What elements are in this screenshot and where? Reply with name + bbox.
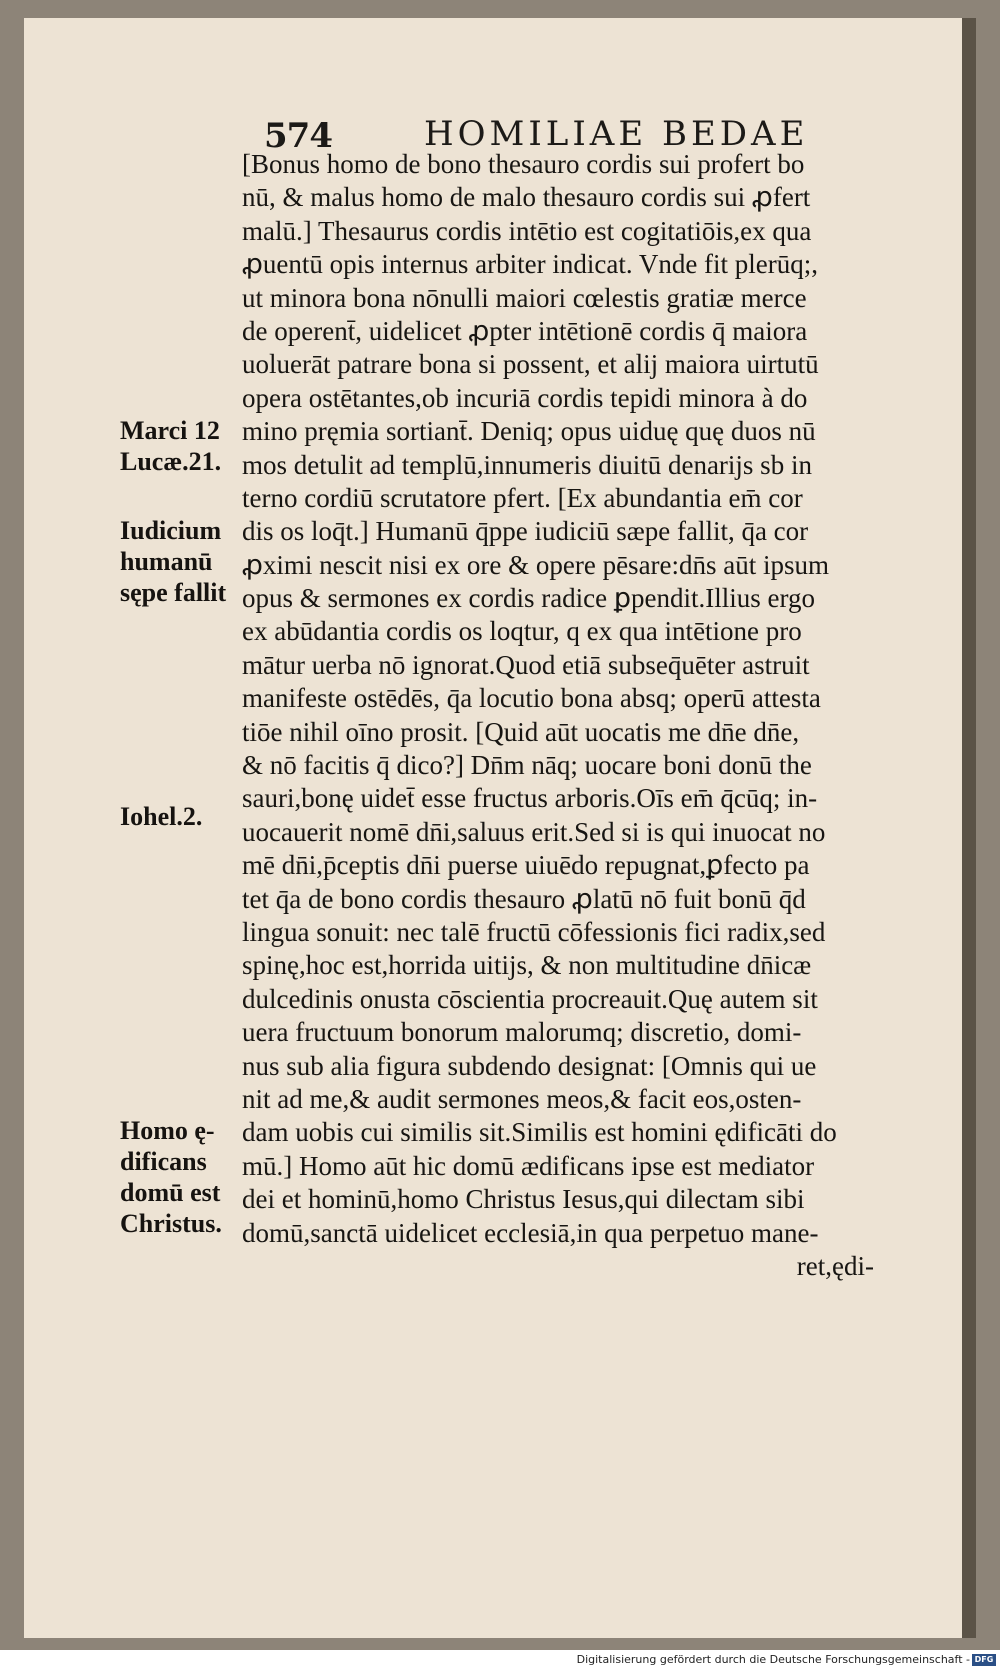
book-page (24, 18, 976, 1638)
text-line: de operent̄, uidelicet ꝓpter intētionē cordis q̄ maiora (242, 315, 808, 346)
text-line: [Bonus homo de bono thesauro cordis sui profert bo (242, 149, 805, 179)
marginal-note-line: dificans (120, 1147, 207, 1176)
page-number: 574 (264, 116, 332, 156)
text-line: ꝓximi nescit nisi ex ore & opere pēsare:dn̄s aūt ipsum (242, 549, 830, 580)
marginal-note-iudicium (120, 515, 252, 608)
marginal-note-line: sępe fallit (120, 578, 227, 607)
text-line: terno cordiū scrutatore pfert. [Ex abundantia em̄ cor (242, 482, 803, 513)
text-line: mū.] Homo aūt hic domū ædificans ipse est mediator (242, 1150, 815, 1181)
marginal-note-line: Iohel.2. (120, 802, 203, 831)
digitization-footer (0, 1652, 1000, 1668)
text-line: & nō facitis q̄ dico?] Dn̄m nāq; uocare boni donū the (242, 750, 812, 781)
text-line: sauri,bonę uidet̄ esse fructus arboris.Oīs em̄ q̄cūq; in- (242, 783, 818, 814)
text-line: uocauerit nomē dn̄i,saluus erit.Sed si is qui inuocat no (242, 816, 826, 847)
text-line: mino pręmia sortiant̄. Deniq; opus uiduę quę duos nū (242, 416, 816, 447)
text-line: nus sub alia figura subdendo designat: [Omnis qui ue (242, 1050, 817, 1081)
text-line: opera ostētantes,ob incuriā cordis tepidi minora à do (242, 382, 808, 413)
text-line: lingua sonuit: nec talē fructū cōfessionis fici radix,sed (242, 916, 826, 947)
text-line: opus & sermones ex cordis radice ꝑpendit.Illius ergo (242, 583, 816, 614)
dfg-logo: DFG (972, 1654, 996, 1666)
text-line: nū, & malus homo de malo thesauro cordis sui ꝓfert (242, 182, 811, 213)
text-line: ꝓuentū opis internus arbiter indicat. Vnde fit plerūq;, (242, 249, 819, 280)
text-line: mātur uerba nō ignorat.Quod etiā subseq̄uēter astruit (242, 649, 810, 680)
marginal-note-line: Lucæ.21. (120, 447, 222, 476)
text-line: uoluerāt patrare bona si possent, et alij maiora uirtutū (242, 349, 819, 380)
marginal-note-iohel (120, 801, 252, 832)
marginal-note-line: Christus. (120, 1209, 222, 1238)
marginal-note-line: Marci 12 (120, 416, 220, 445)
text-line: dulcedinis onusta cōscientia procreauit.Quę autem sit (242, 983, 818, 1014)
marginal-note-line: domū est (120, 1178, 221, 1207)
marginal-note-homo-aedificans (120, 1115, 252, 1239)
marginal-note-line: humanū (120, 547, 213, 576)
text-line: nit ad me,& audit sermones meos,& facit eos,osten- (242, 1083, 802, 1114)
text-line: mos detulit ad templū,innumeris diuitū denarijs sb in (242, 449, 812, 480)
text-line: dei et hominū,homo Christus Iesus,qui dilectam sibi (242, 1184, 805, 1215)
running-title: HOMILIAE BEDAE (424, 114, 809, 154)
text-line: dam uobis cui similis sit.Similis est homini ędificāti do (242, 1117, 837, 1148)
text-line: manifeste ostēdēs, q̄a locutio bona absq; operū attesta (242, 683, 821, 714)
body-text (242, 148, 882, 1283)
text-line: domū,sanctā uidelicet ecclesiā,in qua perpetuo mane- (242, 1217, 819, 1248)
text-line: spinę,hoc est,horrida uitijs, & non multitudine dn̄icæ (242, 950, 812, 981)
text-line: ret,ędi- (796, 1250, 874, 1281)
marginal-note-line: Iudicium (120, 516, 222, 545)
marginal-note-marci-lucae (120, 415, 252, 477)
text-line: mē dn̄i,p̄ceptis dn̄i puerse uiuēdo repugnat,ꝑfecto pa (242, 850, 810, 881)
marginal-note-line: Homo ę- (120, 1116, 215, 1145)
text-line: tet q̄a de bono cordis thesauro ꝓlatū nō fuit bonū q̄d (242, 883, 806, 914)
text-line: ut minora bona nōnulli maiori cœlestis gratiæ merce (242, 282, 807, 313)
footer-credit: Digitalisierung gefördert durch die Deutsche Forschungsgemeinschaft - (576, 1653, 970, 1666)
text-line: tiōe nihil oīno prosit. [Quid aūt uocatis me dn̄e dn̄e, (242, 716, 800, 747)
text-line: uera fructuum bonorum malorumq; discretio, domi- (242, 1017, 802, 1048)
text-line: ex abūdantia cordis os loqtur, q ex qua intētione pro (242, 616, 802, 647)
text-line: dis os loq̄t.] Humanū q̄ppe iudiciū sæpe fallit, q̄a cor (242, 516, 809, 547)
text-line: malū.] Thesaurus cordis intētio est cogitatiōis,ex qua (242, 215, 812, 246)
